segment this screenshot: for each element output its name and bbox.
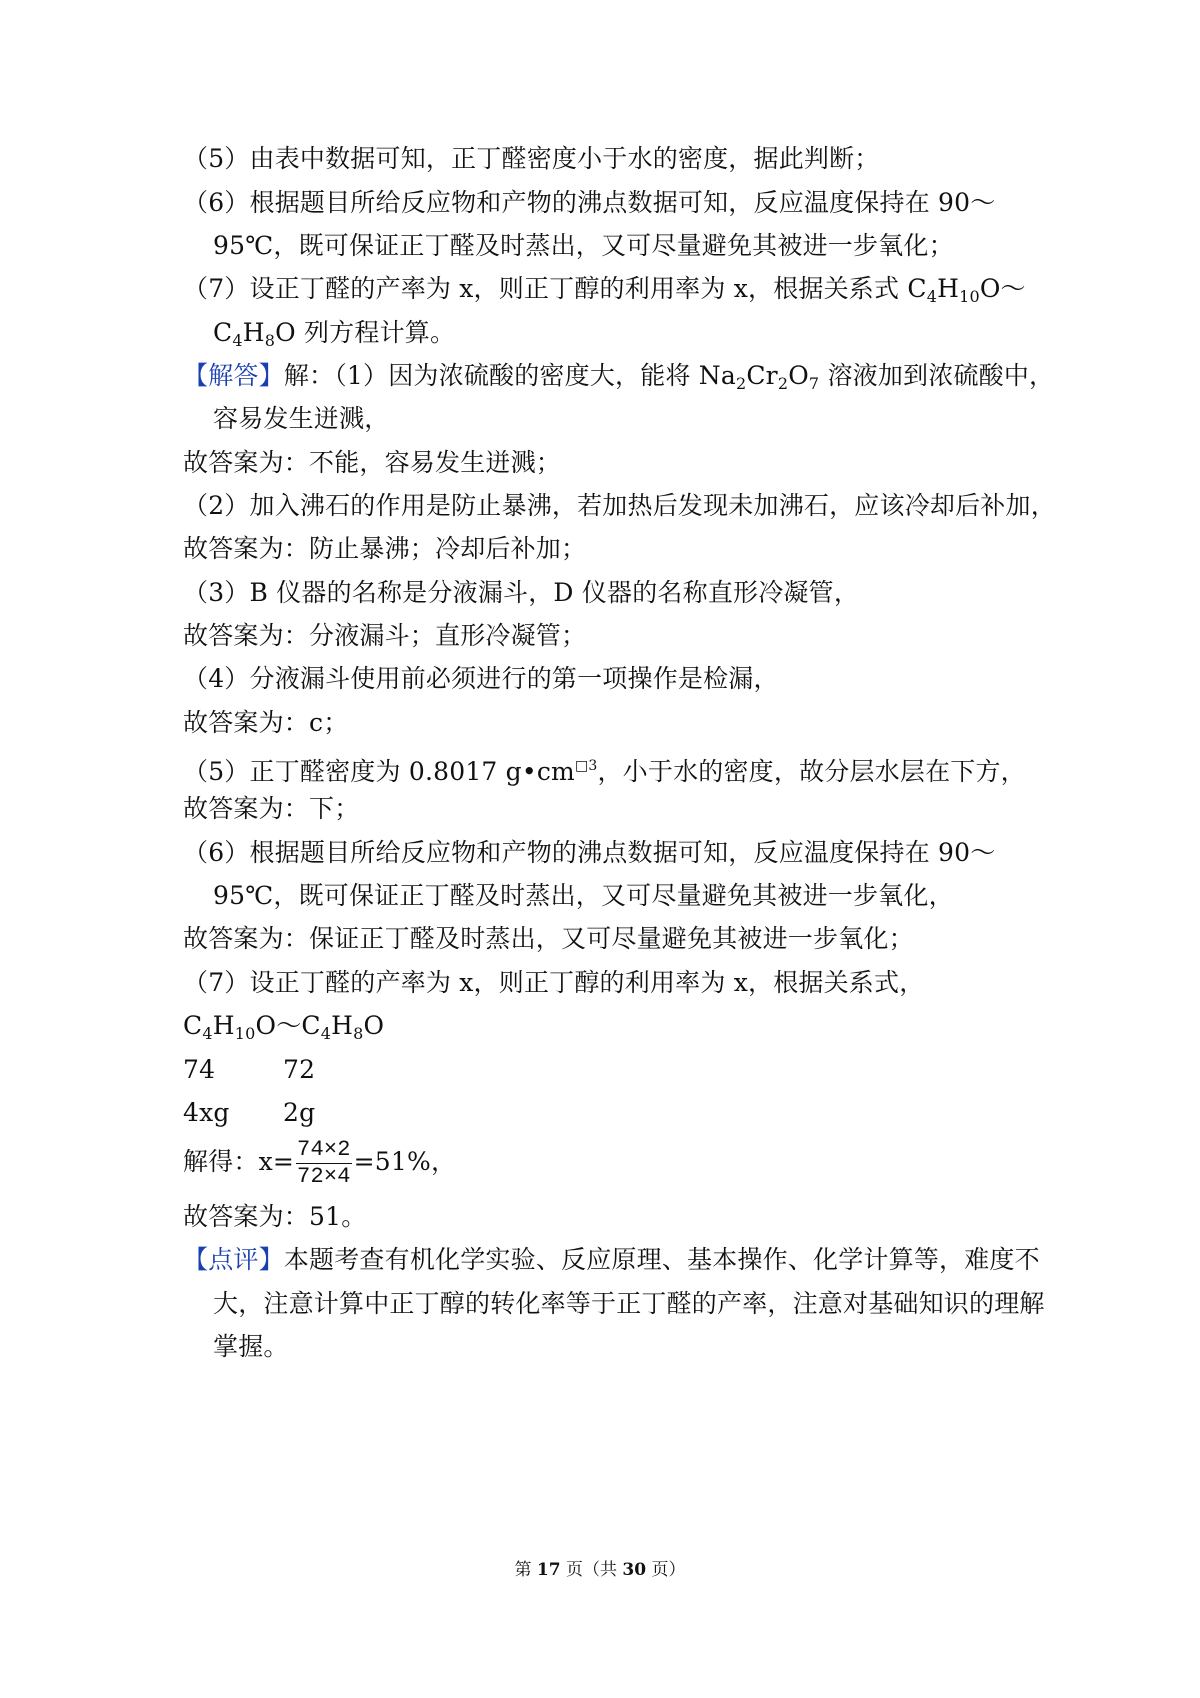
answer-1: 故答案为：不能，容易发生迸溅； (183, 448, 562, 477)
question-6-line2: 95℃，既可保证正丁醛及时蒸出，又可尽量避免其被进一步氧化， (213, 881, 954, 910)
answer-6: 故答案为：保证正丁醛及时蒸出，又可尽量避免其被进一步氧化； (183, 924, 914, 953)
question-2: （2）加入沸石的作用是防止暴沸，若加热后发现未加沸石，应该冷却后补加， (183, 491, 1056, 520)
question-6-line1: （6）根据题目所给反应物和产物的沸点数据可知，反应温度保持在 90～ (183, 838, 996, 867)
relation-equation: $C_4H_{10}O\sim C_4H_8O$ (183, 1011, 385, 1043)
comment-tag: 【点评】 (183, 1245, 284, 1274)
analysis-item-7-line2: $C_4H_8O$ 列方程计算。 (213, 318, 456, 350)
answer-section-line1: 【解答】解：（1）因为浓硫酸的密度大，能将 $Na_2Cr_2O_7$ 溶液加到浓硫酸中， (183, 361, 1055, 393)
question-7: （7）设正丁醛的产率为 x，则正丁醇的利用率为 x，根据关系式， (183, 968, 925, 997)
question-5: （5）正丁醛密度为 0.8017 $g•cm^{□3}$，小于水的密度，故分层水层在下方， (183, 757, 1026, 786)
analysis-item-7-line1: （7）设正丁醛的产率为 x，则正丁醇的利用率为 x，根据关系式 $C_4H_{10}O\sim$ (183, 274, 1026, 306)
answer-section-line2: 容易发生迸溅， (213, 404, 390, 433)
answer-5: 故答案为：下； (183, 794, 360, 823)
comment-line2: 大，注意计算中正丁醇的转化率等于正丁醛的产率，注意对基础知识的理解 (213, 1289, 1045, 1318)
question-4: （4）分液漏斗使用前必须进行的第一项操作是检漏， (183, 664, 779, 693)
answer-tag: 【解答】 (183, 361, 284, 390)
fraction: $\frac{74\times 2}{72\times 4}$ (297, 1137, 351, 1189)
page-footer: 第 17 页（共 30 页） (514, 1560, 686, 1580)
answer-2: 故答案为：防止暴沸；冷却后补加； (183, 534, 587, 563)
answer-7: 故答案为：51。 (183, 1202, 367, 1231)
page-total: 30 (622, 1560, 647, 1580)
comment-line1: 【点评】本题考查有机化学实验、反应原理、基本操作、化学计算等，难度不 (183, 1245, 1040, 1274)
solution-line: 解得：x= $\frac{74\times 2}{72\times 4}$ =51%， (183, 1137, 457, 1189)
mass-row: 4xg 2g (183, 1098, 316, 1127)
analysis-item-6-line1: （6）根据题目所给反应物和产物的沸点数据可知，反应温度保持在 90～ (183, 188, 996, 217)
analysis-item-5: （5）由表中数据可知，正丁醛密度小于水的密度，据此判断； (183, 144, 880, 173)
analysis-item-6-line2: 95℃，既可保证正丁醛及时蒸出，又可尽量避免其被进一步氧化； (213, 231, 954, 260)
molar-mass-row: 74 72 (183, 1055, 316, 1084)
answer-4: 故答案为：c； (183, 708, 349, 737)
comment-line3: 掌握。 (213, 1332, 289, 1361)
page-number: 17 (536, 1560, 561, 1580)
answer-3: 故答案为：分液漏斗；直形冷凝管； (183, 621, 587, 650)
question-3: （3）B 仪器的名称是分液漏斗，D 仪器的名称直形冷凝管， (183, 578, 860, 607)
